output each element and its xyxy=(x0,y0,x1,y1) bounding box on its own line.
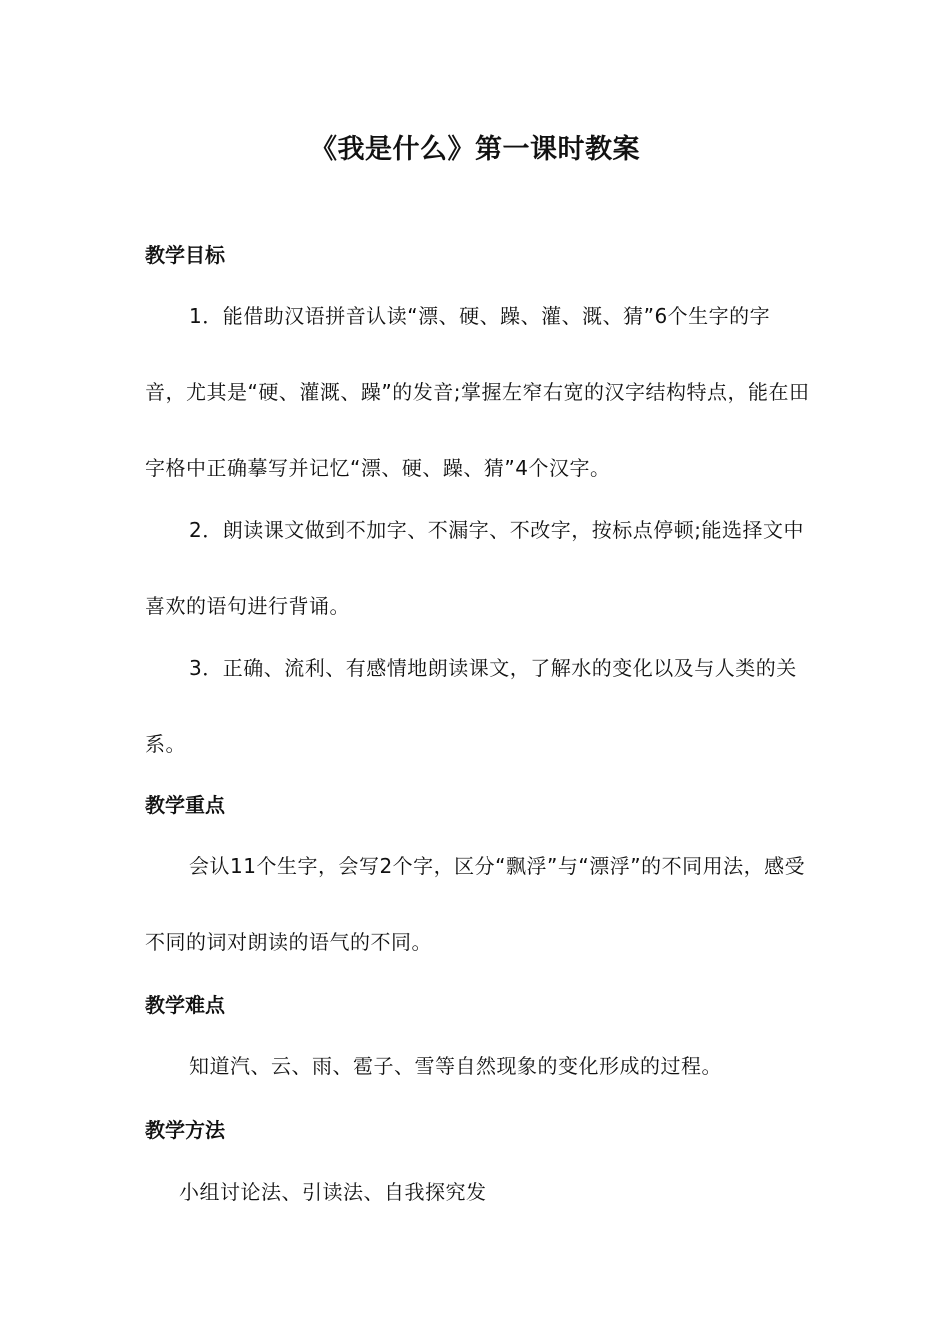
goal-item-3: 3．正确、流利、有感情地朗读课文，了解水的变化以及与人类的关系。 xyxy=(145,656,797,756)
goal-item-1: 1．能借助汉语拼音认读“漂、硬、躁、灌、溉、猜”6个生字的字音，尤其是“硬、灌溉、躁”的发音;掌握左窄右宽的汉字结构特点，能在田字格中正确摹写并记忆“漂、硬、躁、猜”4个汉字。 xyxy=(145,304,810,480)
document-title: 《我是什么》第一课时教案 xyxy=(310,134,640,165)
methods-text: 小组讨论法、引读法、自我探究发 xyxy=(179,1180,487,1204)
goal-item-2: 2．朗读课文做到不加字、不漏字、不改字，按标点停顿;能选择文中喜欢的语句进行背诵。 xyxy=(145,518,804,618)
key-points-text: 会认11个生字，会写2个字，区分“飘浮”与“漂浮”的不同用法，感受不同的词对朗读的语气的不同。 xyxy=(145,854,806,954)
heading-difficulties: 教学难点 xyxy=(145,993,225,1017)
heading-key-points: 教学重点 xyxy=(145,793,225,817)
heading-teaching-goals: 教学目标 xyxy=(145,243,225,267)
difficulties-text: 知道汽、云、雨、雹子、雪等自然现象的变化形成的过程。 xyxy=(189,1054,722,1078)
heading-methods: 教学方法 xyxy=(145,1118,225,1142)
